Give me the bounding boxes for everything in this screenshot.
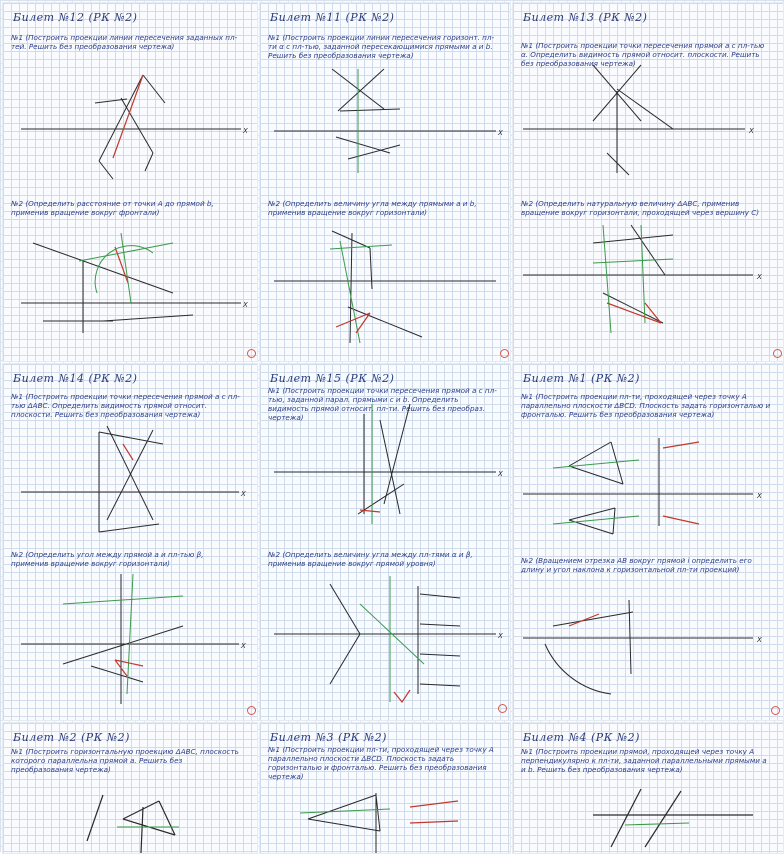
stamp-circle <box>498 704 507 713</box>
task-text: №2 (Определить угол между прямой a и пл-тью β, применив вращение вокруг горизонтали) <box>11 550 204 568</box>
drawing <box>260 364 510 720</box>
ticket-card-13 <box>512 2 784 362</box>
drawing <box>3 3 257 361</box>
ticket-card-11 <box>259 2 511 362</box>
ticket-title: Билет №13 (РК №2) <box>523 11 648 24</box>
task-text: №2 (Определить величину угла между пл-тями α и β, применив вращение вокруг прямой уровня) <box>268 550 473 568</box>
ticket-title: Билет №1 (РК №2) <box>523 372 640 385</box>
ticket-title: Билет №15 (РК №2) <box>270 372 395 385</box>
axis-label: X <box>241 490 246 498</box>
ticket-card-3 <box>259 722 511 854</box>
task-text: №2 (Определить величину угла между прямыми a и b, применив вращение вокруг горизонтали) <box>268 199 477 217</box>
task-text: №1 (Построить проекции линии пересечения заданных пл-тей. Решить без преобразования чертежа) <box>11 33 238 51</box>
ticket-title: Билет №4 (РК №2) <box>523 731 640 744</box>
task-text: №1 (Построить проекции пл-ти, проходящей через точку A параллельно плоскости ΔBCD. Плоскость задать горизонталью и фронталью. Решить без преобразования чертежа) <box>268 745 494 781</box>
stamp-circle <box>500 349 509 358</box>
ticket-card-2 <box>2 722 258 854</box>
axis-label: X <box>757 636 762 644</box>
ticket-card-12 <box>2 2 258 362</box>
axis-label: X <box>498 632 503 640</box>
axis-label: X <box>243 301 248 309</box>
axis-label: X <box>498 470 503 478</box>
axis-label: X <box>749 127 754 135</box>
task-text: №1 (Построить проекции прямой, проходящей через точку A перпендикулярно к пл-ти, заданной параллельными прямыми a и b. Решить без преобразования чертежа) <box>521 747 767 774</box>
ticket-title: Билет №12 (РК №2) <box>13 11 138 24</box>
drawing <box>513 3 783 361</box>
drawing <box>260 3 510 361</box>
ticket-card-15 <box>259 363 511 721</box>
axis-label: X <box>241 642 246 650</box>
stamp-circle <box>773 349 782 358</box>
ticket-title: Билет №11 (РК №2) <box>270 11 395 24</box>
ticket-title: Билет №2 (РК №2) <box>13 731 130 744</box>
drawing <box>513 723 783 853</box>
drawing <box>260 723 510 853</box>
ticket-card-14 <box>2 363 258 721</box>
drawing <box>513 364 783 720</box>
ticket-card-4 <box>512 722 784 854</box>
axis-label: X <box>757 273 762 281</box>
ticket-card-1 <box>512 363 784 721</box>
stamp-circle <box>247 349 256 358</box>
stamp-circle <box>771 706 780 715</box>
task-text: №2 (Вращением отрезка AB вокруг прямой i определить его длину и угол наклона к горизонтальной пл-ти проекций) <box>521 556 752 574</box>
task-text: №1 (Построить горизонтальную проекцию ΔABC, плоскость которого параллельна прямой a. Решить без преобразования чертежа) <box>11 747 239 774</box>
ticket-title: Билет №3 (РК №2) <box>270 731 387 744</box>
task-text: №1 (Построить проекции пл-ти, проходящей через точку A параллельно плоскости ΔBCD. Плоскость задать горизонталью и фронталью. Решить без преобразования чертежа) <box>521 392 771 419</box>
drawing <box>3 723 257 853</box>
task-text: №1 (Построить проекции точки пересечения прямой a с пл-тью, заданной парал. прямыми c и b. Определить видимость прямой относит. пл-ти. Решить без преобраз. чертежа) <box>268 386 497 422</box>
task-text: №2 (Определить расстояние от точки A до прямой b, применив вращение вокруг фронтали) <box>11 199 214 217</box>
task-text: №1 (Построить проекции точки пересечения прямой a с пл-тью α. Определить видимость прямой относит. плоскости. Решить без преобразования чертежа) <box>521 41 765 68</box>
axis-label: X <box>243 127 248 135</box>
drawing <box>3 364 257 720</box>
axis-label: X <box>757 492 762 500</box>
ticket-title: Билет №14 (РК №2) <box>13 372 138 385</box>
task-text: №1 (Построить проекции точки пересечения прямой a с пл-тью ΔABC. Определить видимость прямой относит. плоскости. Решить без преобразования чертежа) <box>11 392 240 419</box>
stamp-circle <box>247 706 256 715</box>
task-text: №2 (Определить натуральную величину ΔABC, применив вращение вокруг горизонтали, проходящей через вершину C) <box>521 199 760 217</box>
task-text: №1 (Построить проекции линии пересечения горизонт. пл-ти α с пл-тью, заданной пересекающимися прямыми a и b. Решить без преобразования чертежа) <box>268 33 495 60</box>
axis-label: X <box>498 129 503 137</box>
